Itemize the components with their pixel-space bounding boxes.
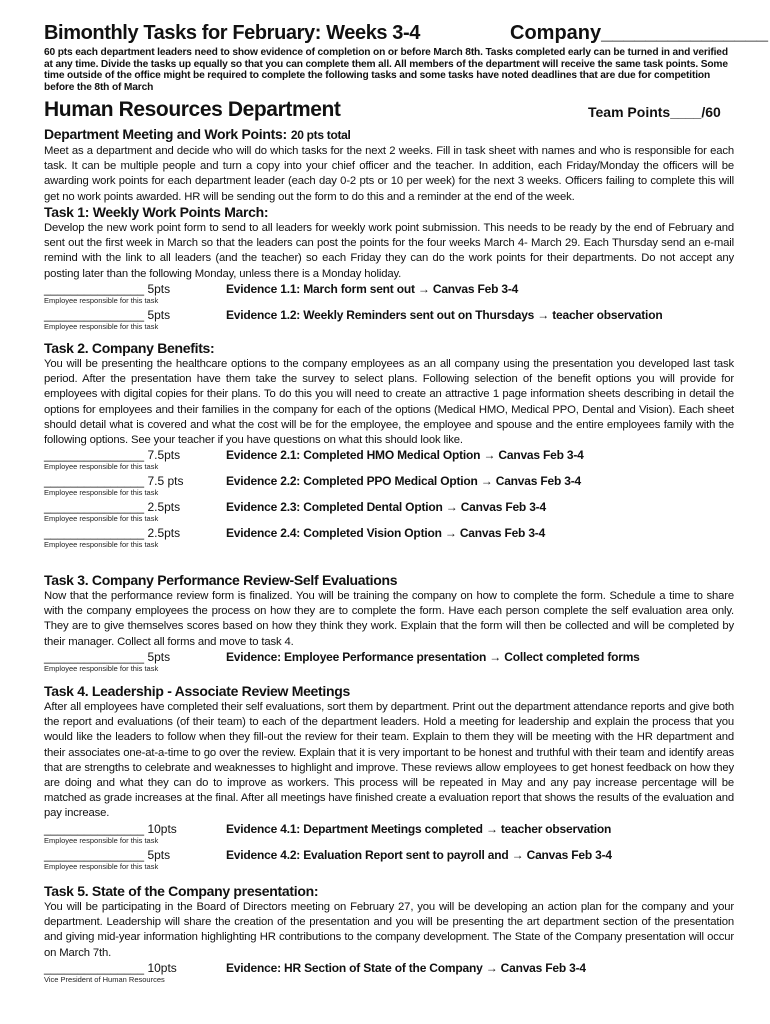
evidence-row bbox=[44, 650, 734, 676]
evidence-row bbox=[44, 500, 734, 526]
evidence-text: Evidence 2.3: Completed Dental Option → Canvas Feb 3-4 bbox=[226, 500, 546, 515]
responsible-line: _______________ 5pts bbox=[44, 847, 171, 862]
section-task-4 bbox=[44, 682, 734, 874]
section-department-meeting bbox=[44, 125, 734, 205]
evidence-row bbox=[44, 961, 734, 987]
responsible-line: _______________ 7.5 pts bbox=[44, 474, 184, 489]
section-heading: Department Meeting and Work Points: bbox=[44, 126, 287, 142]
responsible-caption: Employee responsible for this task bbox=[44, 861, 159, 871]
evidence-row bbox=[44, 282, 734, 308]
responsible-caption: Vice President of Human Resources bbox=[44, 974, 165, 984]
section-body: Now that the performance review form is finalized. You will be training the company on how to complete the form. Schedule a time to share with the company employees the process on how they are to complete the form. Have each person complete the self evaluation area only. They are to give themselves scores based on how they think they work. Explain that the form will then be collected and will be completed by their manager. Collect all forms and move to task 4. bbox=[44, 590, 734, 648]
responsible-line: _______________ 7.5pts bbox=[44, 448, 181, 463]
section-heading: Task 5. State of the Company presentation: bbox=[44, 883, 319, 899]
evidence-row bbox=[44, 526, 734, 552]
section-points: 20 pts total bbox=[290, 128, 351, 142]
responsible-caption: Employee responsible for this task bbox=[44, 321, 159, 331]
document-title: Bimonthly Tasks for February: Weeks 3-4 bbox=[44, 22, 421, 44]
evidence-text: Evidence 4.2: Evaluation Report sent to payroll and → Canvas Feb 3-4 bbox=[226, 847, 612, 862]
section-task-2 bbox=[44, 339, 734, 552]
responsible-caption: Employee responsible for this task bbox=[44, 295, 159, 305]
section-task-5 bbox=[44, 882, 734, 987]
evidence-row bbox=[44, 448, 734, 474]
responsible-caption: Employee responsible for this task bbox=[44, 663, 159, 673]
responsible-caption: Employee responsible for this task bbox=[44, 462, 159, 472]
responsible-caption: Employee responsible for this task bbox=[44, 540, 159, 550]
section-heading: Task 4. Leadership - Associate Review Meetings bbox=[44, 683, 350, 699]
section-heading: Task 2. Company Benefits: bbox=[44, 340, 215, 356]
evidence-text: Evidence 1.2: Weekly Reminders sent out on Thursdays → teacher observation bbox=[226, 307, 663, 322]
section-task-3 bbox=[44, 571, 734, 676]
evidence-text: Evidence: HR Section of State of the Company → Canvas Feb 3-4 bbox=[226, 960, 586, 975]
section-body: You will be presenting the healthcare options to the company employees as an all company using the presentation you developed last task period. After the presentation have them take the survey to select plans. Following selection of the benefit options you will provide for employees with digital copies for their plans. To do this you will need to create an attractive 1 page information sheets describing in detail the options for employees and their families in the company for each of the options (Medical HMO, Medical PPO, Dental and Vision). Each sheet should detail what is covered and what the cost will be for the employee, the employee and spouse and the entire employees family with the following options. See your teacher if you have questions on what this should look like. bbox=[44, 358, 734, 447]
department-title: Human Resources Department bbox=[44, 98, 341, 121]
responsible-line: _______________ 2.5pts bbox=[44, 500, 181, 515]
section-body: Meet as a department and decide who will do which tasks for the next 2 weeks. Fill in task sheet with names and who is responsible for each task. It can be multiple people and turn a copy into your chief officer and the teacher. In addition, each Friday/Monday the officers will be awarding work points for each department leader (each day 0-2 pts or 10 per week) for the next 3 weeks. Officers failing to complete this will get no work points awarded. HR will be sending out the form to do this and a reminder at the end of the week. bbox=[44, 145, 734, 203]
section-body: Develop the new work point form to send to all leaders for weekly work point submission. This needs to be ready by the end of February and sent out the first week in March so that the leaders can post the points for the four weeks March 4- March 29. Each Thursday send an e-mail remind with the link to all leaders (and the teacher) so each Friday they can do the work points for their departments. Do not accept any posting later than the following Monday, unless there is a Monday holiday. bbox=[44, 222, 734, 280]
section-body: After all employees have completed their self evaluations, sort them by department. Print out the department attendance reports and give both the report and evaluations (of their team) to each of the department leaders. Hold a meeting for leadership and explain the process that you would like the leaders to follow when they fill-out the review for their team. Explain to them they will be meeting with the HR department and their associates one-at-a-time to go over the review. Explain that it is very important to be honest and truthful with their team and identify areas that are strengths to celebrate and weaknesses to highlight and improve. These reviews allow employees to get honest feedback on how they are doing and what they can do to improve as workers. This process will be repeated in May and any pay increase percentage will be matched as grade increases at the final. After all meetings have finished create a evaluation report that shows the results of the evaluation and pay increase. bbox=[44, 701, 734, 820]
responsible-line: _______________ 5pts bbox=[44, 649, 171, 664]
evidence-text: Evidence: Employee Performance presentation → Collect completed forms bbox=[226, 649, 640, 664]
responsible-caption: Employee responsible for this task bbox=[44, 835, 159, 845]
section-heading: Task 3. Company Performance Review-Self Evaluations bbox=[44, 572, 398, 588]
evidence-text: Evidence 4.1: Department Meetings completed → teacher observation bbox=[226, 821, 612, 836]
section-task-1 bbox=[44, 203, 734, 334]
team-points-field: Team Points____/60 bbox=[588, 104, 721, 120]
responsible-line: _______________ 2.5pts bbox=[44, 526, 181, 541]
responsible-line: _______________ 10pts bbox=[44, 960, 177, 975]
evidence-text: Evidence 2.1: Completed HMO Medical Option → Canvas Feb 3-4 bbox=[226, 448, 584, 463]
evidence-text: Evidence 1.1: March form sent out → Canvas Feb 3-4 bbox=[226, 281, 519, 296]
responsible-caption: Employee responsible for this task bbox=[44, 488, 159, 498]
evidence-row bbox=[44, 848, 734, 874]
responsible-caption: Employee responsible for this task bbox=[44, 514, 159, 524]
company-name-field: Company_______________ bbox=[510, 22, 768, 44]
evidence-text: Evidence 2.2: Completed PPO Medical Option → Canvas Feb 3-4 bbox=[226, 474, 581, 489]
evidence-text: Evidence 2.4: Completed Vision Option → Canvas Feb 3-4 bbox=[226, 526, 546, 541]
section-heading: Task 1: Weekly Work Points March: bbox=[44, 204, 269, 220]
evidence-row bbox=[44, 474, 734, 500]
responsible-line: _______________ 10pts bbox=[44, 821, 177, 836]
responsible-line: _______________ 5pts bbox=[44, 307, 171, 322]
intro-paragraph: 60 pts each department leaders need to show evidence of completion on or before March 8th. Tasks completed early can be turned in and verified at any time. Divide the tasks up equally so that you can complete them all. All members of the department will receive the same task points. Some time outside of the office might be required to complete the following tasks and some tasks have noted deadlines that are due for competition before the 8th of March bbox=[44, 47, 728, 93]
evidence-row bbox=[44, 308, 734, 334]
section-body: You will be participating in the Board of Directors meeting on February 27, you will be developing an action plan for the company and your department. Leadership will share the creation of the presentation and you will be presenting the art department section of the presentation and giving mid-year information highlighting HR contributions to the company development. The State of the Company presentation will occur on March 7th. bbox=[44, 901, 734, 959]
evidence-row bbox=[44, 822, 734, 848]
responsible-line: _______________ 5pts bbox=[44, 281, 171, 296]
